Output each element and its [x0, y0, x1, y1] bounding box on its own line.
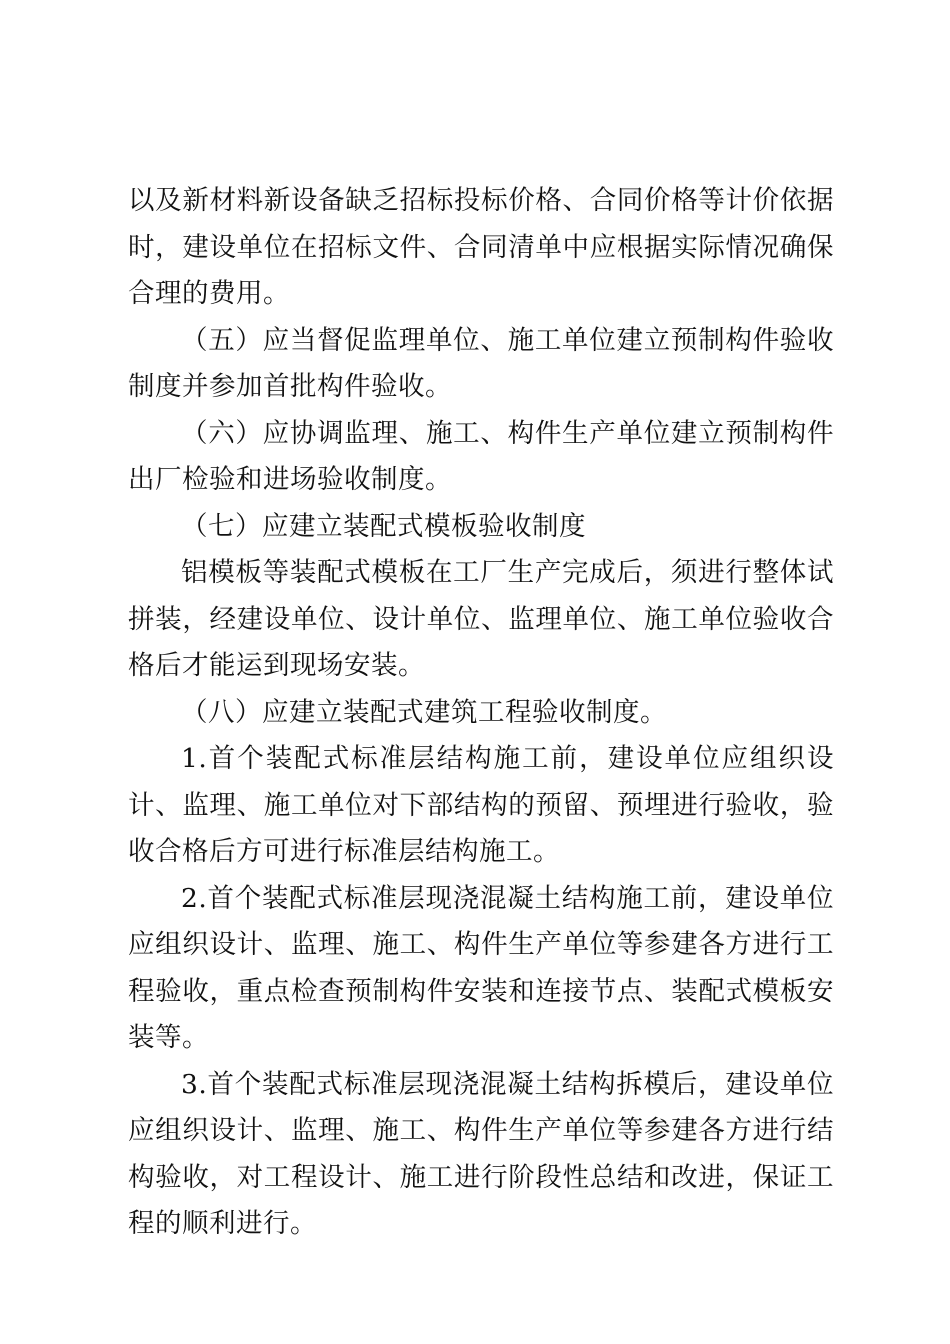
paragraph-item-7: （七）应建立装配式模板验收制度 [181, 510, 586, 542]
paragraph-continuation: 以及新材料新设备缺乏招标投标价格、合同价格等计价依据时，建设单位在招标文件、合同清单中应根据实际情况确保合理的费用。 [128, 185, 834, 309]
document-body [128, 178, 834, 1248]
paragraph-subitem-3: 3.首个装配式标准层现浇混凝土结构拆模后，建设单位应组织设计、监理、施工、构件生产单位等参建各方进行结构验收，对工程设计、施工进行阶段性总结和改进，保证工程的顺利进行。 [128, 1068, 834, 1239]
paragraph-subitem-1: 1.首个装配式标准层结构施工前，建设单位应组织设计、监理、施工单位对下部结构的预留、预埋进行验收，验收合格后方可进行标准层结构施工。 [128, 743, 834, 867]
paragraph-item-8: （八）应建立装配式建筑工程验收制度。 [181, 696, 667, 728]
paragraph-aluminum-formwork: 铝模板等装配式模板在工厂生产完成后，须进行整体试拼装，经建设单位、设计单位、监理单位、施工单位验收合格后才能运到现场安装。 [128, 557, 834, 681]
paragraph-subitem-2: 2.首个装配式标准层现浇混凝土结构施工前，建设单位应组织设计、监理、施工、构件生产单位等参建各方进行工程验收，重点检查预制构件安装和连接节点、装配式模板安装等。 [128, 882, 834, 1053]
paragraph-item-6: （六）应协调监理、施工、构件生产单位建立预制构件出厂检验和进场验收制度。 [128, 417, 834, 495]
paragraph-item-5: （五）应当督促监理单位、施工单位建立预制构件验收制度并参加首批构件验收。 [128, 324, 834, 402]
